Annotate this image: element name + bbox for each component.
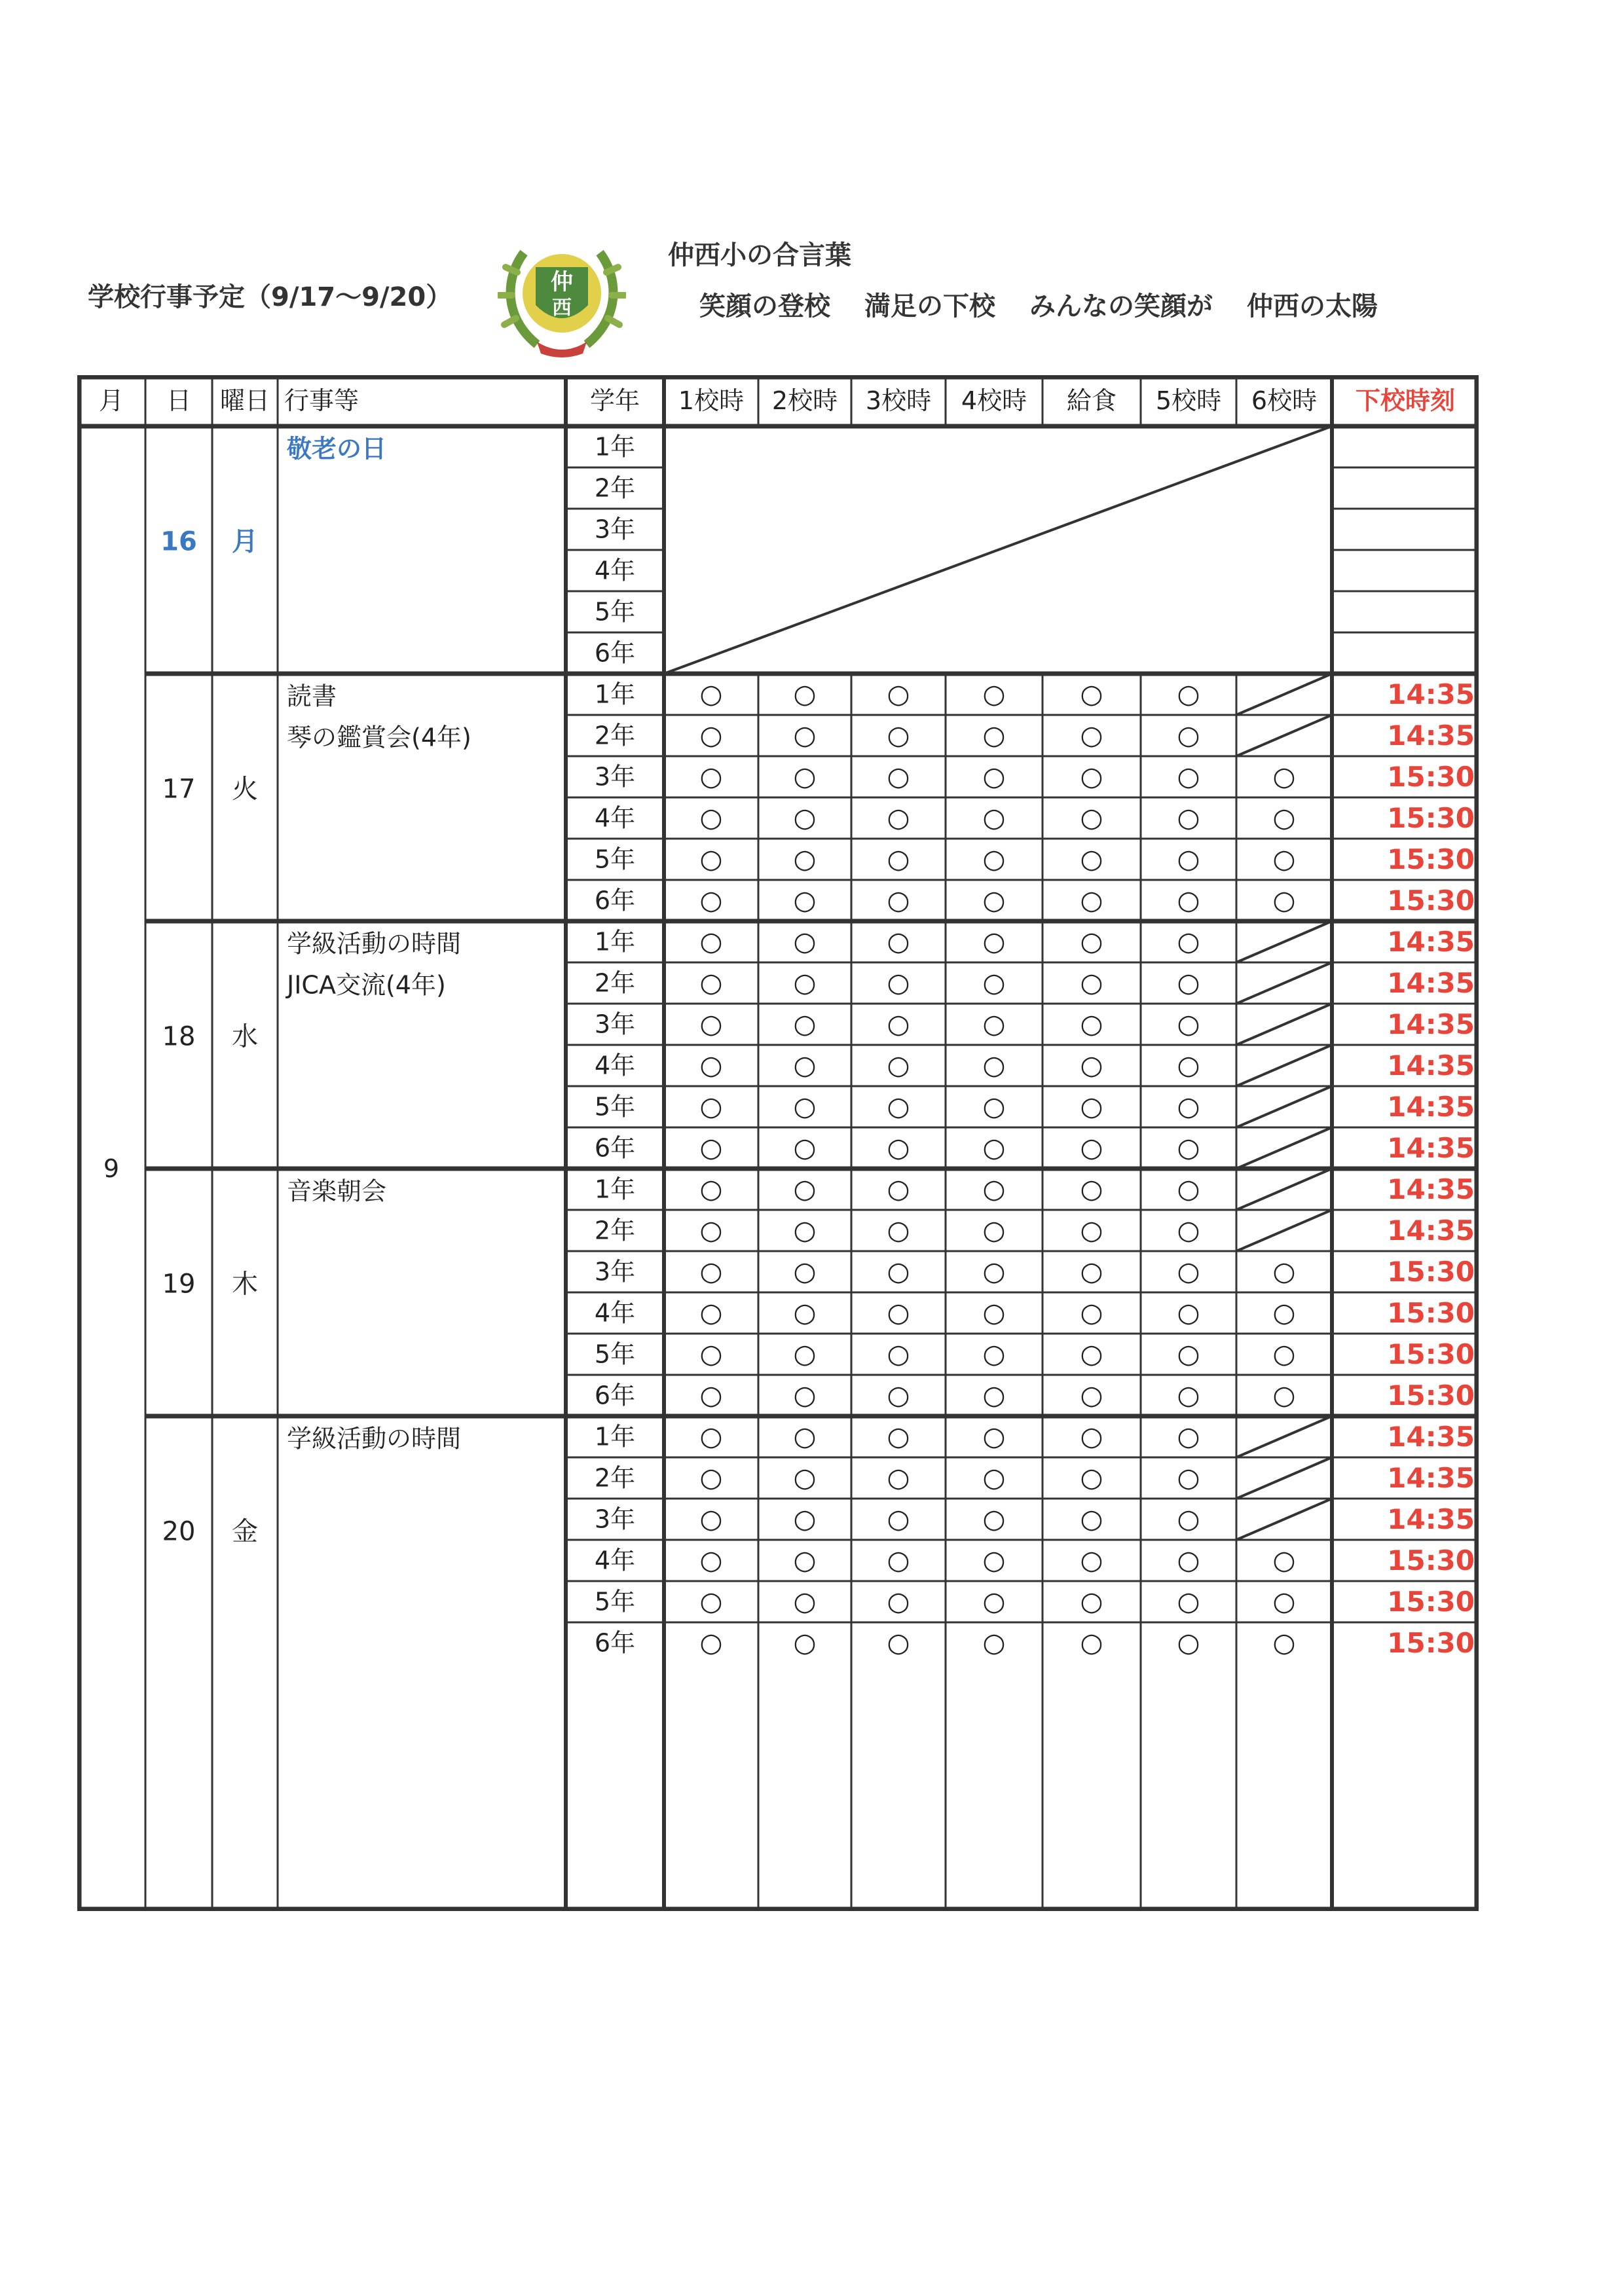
class-mark: ○ <box>793 1298 817 1328</box>
column-header: 下校時刻 <box>1355 386 1456 415</box>
class-mark: ○ <box>1080 803 1103 833</box>
dismissal-time: 14:35 <box>1387 1008 1475 1040</box>
grade-cell: 5年 <box>594 1339 636 1369</box>
class-mark: ○ <box>1080 761 1103 792</box>
class-mark: ○ <box>982 1339 1006 1370</box>
class-mark: ○ <box>699 1545 723 1576</box>
class-mark: ○ <box>699 1091 723 1122</box>
class-mark: ○ <box>1177 1463 1200 1493</box>
class-mark: ○ <box>887 803 910 833</box>
class-mark: ○ <box>887 1091 910 1122</box>
motto-part: 笑顔の登校 <box>699 291 830 321</box>
grade-cell: 4年 <box>594 556 636 585</box>
table-border <box>79 377 1477 1909</box>
grade-cell: 6年 <box>594 1133 636 1163</box>
class-mark: ○ <box>699 761 723 792</box>
dismissal-time: 15:30 <box>1387 761 1475 793</box>
motto-heading: 仲西小の合言葉 <box>668 240 851 270</box>
class-mark: ○ <box>1080 885 1103 916</box>
column-header: 1校時 <box>678 386 745 415</box>
class-mark: ○ <box>699 844 723 875</box>
column-header: 日 <box>166 386 192 415</box>
class-mark: ○ <box>1272 1628 1296 1658</box>
class-mark: ○ <box>887 679 910 710</box>
grade-cell: 2年 <box>594 1216 636 1245</box>
no-class-slash <box>1236 1169 1332 1210</box>
class-mark: ○ <box>887 1050 910 1081</box>
class-mark: ○ <box>887 1215 910 1246</box>
column-header: 給食 <box>1066 386 1117 415</box>
grade-cell: 3年 <box>594 515 636 544</box>
event-text: 学級活動の時間 <box>287 1424 462 1453</box>
grade-cell: 3年 <box>594 1504 636 1534</box>
dismissal-time: 15:30 <box>1387 1627 1475 1659</box>
class-mark: ○ <box>1080 1009 1103 1040</box>
column-header: 5校時 <box>1155 386 1222 415</box>
class-mark: ○ <box>982 1009 1006 1040</box>
motto-line <box>699 285 1378 323</box>
class-mark: ○ <box>1080 1421 1103 1452</box>
column-header: 行事等 <box>284 386 360 415</box>
class-mark: ○ <box>887 1463 910 1493</box>
grade-cell: 4年 <box>594 803 636 833</box>
class-mark: ○ <box>1177 803 1200 833</box>
weekday-cell: 金 <box>232 1516 258 1547</box>
class-mark: ○ <box>793 803 817 833</box>
class-mark: ○ <box>1272 1298 1296 1328</box>
class-mark: ○ <box>887 1380 910 1411</box>
grade-cell: 3年 <box>594 1010 636 1039</box>
holiday-diagonal <box>664 426 1332 674</box>
dismissal-time: 14:35 <box>1387 926 1475 958</box>
motto-part: 仲西の太陽 <box>1247 291 1378 321</box>
column-header: 2校時 <box>771 386 838 415</box>
schedule-table <box>77 375 1479 1911</box>
class-mark: ○ <box>1080 1256 1103 1287</box>
class-mark: ○ <box>1272 844 1296 875</box>
class-mark: ○ <box>982 1091 1006 1122</box>
day-cell: 19 <box>162 1269 196 1300</box>
class-mark: ○ <box>1080 1545 1103 1576</box>
class-mark: ○ <box>793 885 817 916</box>
class-mark: ○ <box>1177 1256 1200 1287</box>
dismissal-time: 14:35 <box>1387 1503 1475 1535</box>
class-mark: ○ <box>1177 761 1200 792</box>
class-mark: ○ <box>1177 1091 1200 1122</box>
class-mark: ○ <box>793 1009 817 1040</box>
motto-part: みんなの笑顔が <box>1029 291 1213 321</box>
logo-char-1: 仲 <box>551 269 573 295</box>
grade-cell: 4年 <box>594 1298 636 1328</box>
class-mark: ○ <box>1080 720 1103 751</box>
class-mark: ○ <box>887 926 910 957</box>
column-header: 月 <box>98 386 124 415</box>
class-mark: ○ <box>699 1586 723 1617</box>
class-mark: ○ <box>887 885 910 916</box>
no-class-slash <box>1236 715 1332 756</box>
no-class-slash <box>1236 674 1332 715</box>
event-text: 読書 <box>287 682 337 711</box>
grade-cell: 6年 <box>594 886 636 915</box>
class-mark: ○ <box>699 1133 723 1163</box>
grade-cell: 3年 <box>594 1257 636 1286</box>
class-mark: ○ <box>982 844 1006 875</box>
weekday-cell: 月 <box>232 526 258 557</box>
grade-cell: 1年 <box>594 680 636 709</box>
weekday-cell: 火 <box>232 774 258 805</box>
class-mark: ○ <box>1080 1586 1103 1617</box>
class-mark: ○ <box>1272 1339 1296 1370</box>
class-mark: ○ <box>982 1215 1006 1246</box>
class-mark: ○ <box>887 720 910 751</box>
class-mark: ○ <box>699 926 723 957</box>
class-mark: ○ <box>982 761 1006 792</box>
column-header: 4校時 <box>961 386 1027 415</box>
class-mark: ○ <box>1272 885 1296 916</box>
class-mark: ○ <box>1272 1380 1296 1411</box>
class-mark: ○ <box>793 1421 817 1452</box>
class-mark: ○ <box>1080 1628 1103 1658</box>
class-mark: ○ <box>793 844 817 875</box>
dismissal-time: 14:35 <box>1387 678 1475 710</box>
class-mark: ○ <box>699 1009 723 1040</box>
class-mark: ○ <box>699 803 723 833</box>
class-mark: ○ <box>699 885 723 916</box>
class-mark: ○ <box>887 1628 910 1658</box>
class-mark: ○ <box>1080 1133 1103 1163</box>
class-mark: ○ <box>1177 926 1200 957</box>
grade-cell: 1年 <box>594 1422 636 1451</box>
class-mark: ○ <box>793 1133 817 1163</box>
class-mark: ○ <box>1080 1050 1103 1081</box>
class-mark: ○ <box>793 926 817 957</box>
class-mark: ○ <box>1080 1215 1103 1246</box>
class-mark: ○ <box>699 968 723 998</box>
grade-cell: 5年 <box>594 845 636 874</box>
school-logo <box>498 233 626 359</box>
schedule-title: 学校行事予定（9/17～9/20） <box>88 282 452 312</box>
month-cell: 9 <box>103 1154 120 1183</box>
class-mark: ○ <box>887 761 910 792</box>
motto-part: 満足の下校 <box>864 291 995 321</box>
class-mark: ○ <box>982 1050 1006 1081</box>
grade-cell: 2年 <box>594 473 636 503</box>
class-mark: ○ <box>887 1421 910 1452</box>
class-mark: ○ <box>699 1504 723 1535</box>
dismissal-time: 14:35 <box>1387 1049 1475 1082</box>
class-mark: ○ <box>982 1133 1006 1163</box>
dismissal-time: 14:35 <box>1387 1214 1475 1247</box>
dismissal-time: 14:35 <box>1387 967 1475 999</box>
dismissal-time: 15:30 <box>1387 1338 1475 1370</box>
class-mark: ○ <box>699 1421 723 1452</box>
event-text: JICA交流(4年) <box>287 970 446 1000</box>
class-mark: ○ <box>982 1174 1006 1205</box>
grade-cell: 5年 <box>594 1092 636 1121</box>
class-mark: ○ <box>699 1256 723 1287</box>
grade-cell: 1年 <box>594 1175 636 1204</box>
class-mark: ○ <box>982 1586 1006 1617</box>
no-class-slash <box>1236 1499 1332 1540</box>
class-mark: ○ <box>982 1421 1006 1452</box>
class-mark: ○ <box>1080 1463 1103 1493</box>
class-mark: ○ <box>793 1339 817 1370</box>
class-mark: ○ <box>1080 968 1103 998</box>
day-cell: 16 <box>160 526 197 557</box>
dismissal-time: 14:35 <box>1387 720 1475 752</box>
class-mark: ○ <box>793 1586 817 1617</box>
class-mark: ○ <box>887 1545 910 1576</box>
class-mark: ○ <box>1177 1421 1200 1452</box>
class-mark: ○ <box>793 1215 817 1246</box>
grade-cell: 6年 <box>594 1628 636 1658</box>
day-cell: 17 <box>162 774 196 805</box>
dismissal-time: 15:30 <box>1387 843 1475 875</box>
class-mark: ○ <box>1080 1380 1103 1411</box>
grade-cell: 1年 <box>594 432 636 462</box>
day-cell: 20 <box>162 1516 196 1547</box>
dismissal-time: 15:30 <box>1387 1586 1475 1618</box>
class-mark: ○ <box>982 1628 1006 1658</box>
class-mark: ○ <box>1080 1091 1103 1122</box>
class-mark: ○ <box>1177 1050 1200 1081</box>
no-class-slash <box>1236 1416 1332 1457</box>
class-mark: ○ <box>699 1174 723 1205</box>
no-class-slash <box>1236 1004 1332 1045</box>
class-mark: ○ <box>793 1256 817 1287</box>
class-mark: ○ <box>887 1339 910 1370</box>
class-mark: ○ <box>1080 679 1103 710</box>
class-mark: ○ <box>887 1174 910 1205</box>
class-mark: ○ <box>699 720 723 751</box>
class-mark: ○ <box>699 1380 723 1411</box>
dismissal-time: 15:30 <box>1387 802 1475 834</box>
day-cell: 18 <box>162 1021 196 1052</box>
class-mark: ○ <box>887 1298 910 1328</box>
class-mark: ○ <box>982 1545 1006 1576</box>
grade-cell: 3年 <box>594 762 636 792</box>
class-mark: ○ <box>887 1009 910 1040</box>
weekday-cell: 木 <box>232 1269 258 1300</box>
no-class-slash <box>1236 1457 1332 1499</box>
class-mark: ○ <box>1272 761 1296 792</box>
column-header: 学年 <box>589 386 640 415</box>
class-mark: ○ <box>982 1504 1006 1535</box>
grade-cell: 2年 <box>594 721 636 750</box>
class-mark: ○ <box>982 1463 1006 1493</box>
class-mark: ○ <box>982 679 1006 710</box>
event-text: 琴の鑑賞会(4年) <box>287 723 471 752</box>
class-mark: ○ <box>1177 720 1200 751</box>
column-header: 3校時 <box>865 386 932 415</box>
class-mark: ○ <box>1177 1133 1200 1163</box>
class-mark: ○ <box>699 1215 723 1246</box>
class-mark: ○ <box>793 761 817 792</box>
class-mark: ○ <box>887 844 910 875</box>
class-mark: ○ <box>982 968 1006 998</box>
class-mark: ○ <box>982 926 1006 957</box>
grade-cell: 5年 <box>594 1587 636 1616</box>
class-mark: ○ <box>699 679 723 710</box>
grade-cell: 1年 <box>594 927 636 957</box>
class-mark: ○ <box>1080 926 1103 957</box>
class-mark: ○ <box>793 1545 817 1576</box>
class-mark: ○ <box>1177 968 1200 998</box>
class-mark: ○ <box>793 1050 817 1081</box>
dismissal-time: 14:35 <box>1387 1091 1475 1123</box>
class-mark: ○ <box>982 720 1006 751</box>
class-mark: ○ <box>1177 1174 1200 1205</box>
event-text: 音楽朝会 <box>287 1176 387 1206</box>
class-mark: ○ <box>1177 1380 1200 1411</box>
class-mark: ○ <box>793 1628 817 1658</box>
grade-cell: 2年 <box>594 1463 636 1493</box>
class-mark: ○ <box>1177 1504 1200 1535</box>
event-text: 敬老の日 <box>287 434 387 464</box>
dismissal-time: 14:35 <box>1387 1421 1475 1453</box>
column-header: 曜日 <box>219 386 270 415</box>
class-mark: ○ <box>699 1463 723 1493</box>
no-class-slash <box>1236 921 1332 962</box>
grade-cell: 4年 <box>594 1546 636 1575</box>
no-class-slash <box>1236 1127 1332 1169</box>
class-mark: ○ <box>1080 1339 1103 1370</box>
dismissal-time: 15:30 <box>1387 884 1475 917</box>
class-mark: ○ <box>1272 1545 1296 1576</box>
class-mark: ○ <box>1272 1256 1296 1287</box>
class-mark: ○ <box>1080 1504 1103 1535</box>
dismissal-time: 15:30 <box>1387 1544 1475 1576</box>
grade-cell: 5年 <box>594 597 636 627</box>
class-mark: ○ <box>887 1256 910 1287</box>
class-mark: ○ <box>699 1339 723 1370</box>
class-mark: ○ <box>1177 1298 1200 1328</box>
class-mark: ○ <box>793 1380 817 1411</box>
class-mark: ○ <box>1177 1628 1200 1658</box>
class-mark: ○ <box>793 1504 817 1535</box>
column-header: 6校時 <box>1251 386 1318 415</box>
class-mark: ○ <box>887 1133 910 1163</box>
class-mark: ○ <box>1080 844 1103 875</box>
class-mark: ○ <box>1080 1174 1103 1205</box>
class-mark: ○ <box>793 1091 817 1122</box>
event-text: 学級活動の時間 <box>287 929 462 958</box>
class-mark: ○ <box>793 679 817 710</box>
dismissal-time: 15:30 <box>1387 1256 1475 1288</box>
class-mark: ○ <box>887 968 910 998</box>
class-mark: ○ <box>793 1174 817 1205</box>
no-class-slash <box>1236 1086 1332 1127</box>
grade-cell: 2年 <box>594 968 636 998</box>
no-class-slash <box>1236 962 1332 1004</box>
class-mark: ○ <box>982 1298 1006 1328</box>
dismissal-time: 14:35 <box>1387 1462 1475 1494</box>
class-mark: ○ <box>1177 1009 1200 1040</box>
no-class-slash <box>1236 1210 1332 1251</box>
class-mark: ○ <box>887 1586 910 1617</box>
class-mark: ○ <box>1177 679 1200 710</box>
class-mark: ○ <box>699 1050 723 1081</box>
class-mark: ○ <box>793 720 817 751</box>
logo-char-2: 西 <box>552 297 572 319</box>
class-mark: ○ <box>1272 803 1296 833</box>
dismissal-time: 15:30 <box>1387 1379 1475 1412</box>
class-mark: ○ <box>1177 885 1200 916</box>
class-mark: ○ <box>1177 1339 1200 1370</box>
class-mark: ○ <box>1080 1298 1103 1328</box>
dismissal-time: 14:35 <box>1387 1132 1475 1164</box>
class-mark: ○ <box>699 1298 723 1328</box>
dismissal-time: 15:30 <box>1387 1297 1475 1329</box>
grade-cell: 4年 <box>594 1051 636 1080</box>
grade-cell: 6年 <box>594 1381 636 1410</box>
class-mark: ○ <box>1177 844 1200 875</box>
class-mark: ○ <box>982 1380 1006 1411</box>
class-mark: ○ <box>982 803 1006 833</box>
class-mark: ○ <box>793 1463 817 1493</box>
class-mark: ○ <box>1177 1215 1200 1246</box>
class-mark: ○ <box>1272 1586 1296 1617</box>
class-mark: ○ <box>699 1628 723 1658</box>
dismissal-time: 14:35 <box>1387 1173 1475 1205</box>
class-mark: ○ <box>1177 1545 1200 1576</box>
class-mark: ○ <box>982 885 1006 916</box>
no-class-slash <box>1236 1045 1332 1086</box>
grade-cell: 6年 <box>594 638 636 668</box>
class-mark: ○ <box>1177 1586 1200 1617</box>
class-mark: ○ <box>887 1504 910 1535</box>
class-mark: ○ <box>982 1256 1006 1287</box>
weekday-cell: 水 <box>232 1021 258 1052</box>
class-mark: ○ <box>793 968 817 998</box>
